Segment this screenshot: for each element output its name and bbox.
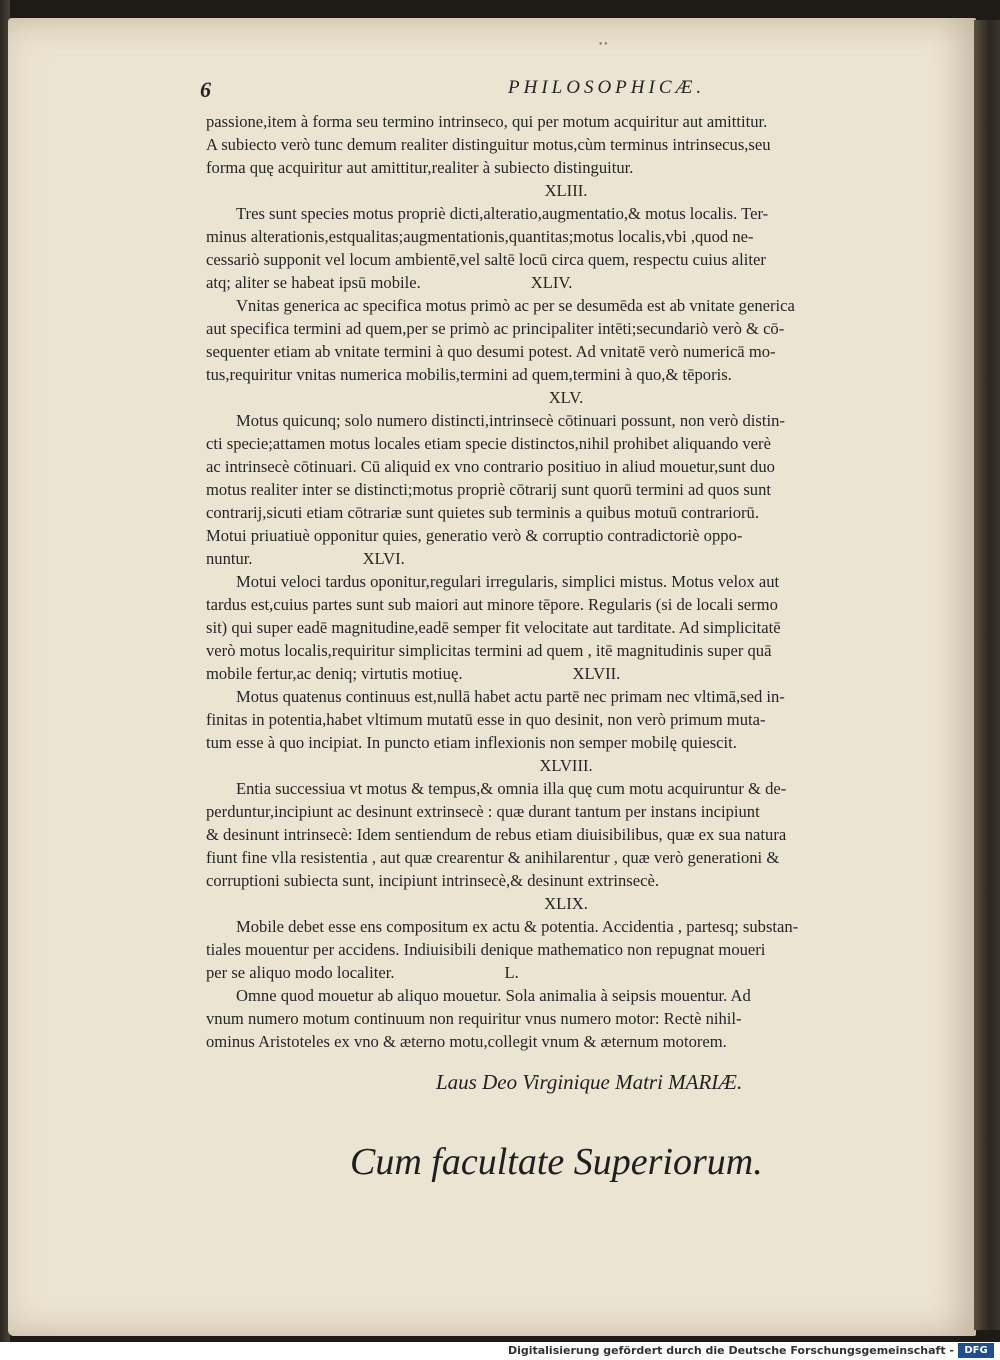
text-line-content: atq; aliter se habeat ipsū mobile. (206, 273, 421, 292)
text-line (206, 846, 926, 869)
text-line (206, 938, 926, 961)
text-line (206, 432, 926, 455)
dfg-logo: DFG (958, 1343, 994, 1358)
text-line-content: cessariò supponit vel locum ambientē,vel saltē locū circa quem, respectu cuius aliter (206, 250, 766, 269)
text-line (206, 110, 926, 133)
section-number (206, 386, 926, 409)
text-line-content: Vnitas generica ac specifica motus primò ac per se desumēda est ab vnitate generica (236, 296, 795, 315)
text-line (206, 984, 926, 1007)
text-line-content: tiales mouentur per accidens. Indiuisibili denique mathematico non repugnat moueri (206, 940, 766, 959)
text-line-content: ac intrinsecè cōtinuari. Cū aliquid ex vno contrario positiuo in aliud mouetur,sunt duo (206, 457, 775, 476)
text-line (206, 777, 926, 800)
text-line-content: contrarij,sicuti etiam cōtrariæ sunt quietes sub terminis a quibus motuū contrariorū. (206, 503, 760, 522)
text-line-content: mobile fertur,ac deniq; virtutis motiuę. (206, 664, 463, 683)
text-line (206, 478, 926, 501)
text-line-content: perduntur,incipiunt ac desinunt extrinsecè : quæ durant tantum per instans incipiunt (206, 802, 760, 821)
text-line (206, 363, 926, 386)
text-line-content: Entia successiua vt motus & tempus,& omnia illa quę cum motu acquiruntur & de- (236, 779, 787, 798)
text-line-content: cti specie;attamen motus locales etiam specie distinctos,nihil prohibet aliquando verè (206, 434, 771, 453)
text-line (206, 662, 926, 685)
text-line-content: Mobile debet esse ens compositum ex actu & potentia. Accidentia , partesq; substan- (236, 917, 799, 936)
text-line-content: minus alterationis,estqualitas;augmentationis,quantitas;motus localis,vbi ,quod ne- (206, 227, 754, 246)
text-line (206, 547, 926, 570)
text-line (206, 731, 926, 754)
section-number: XLIV. (530, 273, 573, 292)
text-line-content: tardus est,cuius partes sunt sub maiori aut minore tēpore. Regularis (si de locali sermo (206, 595, 778, 614)
text-line (206, 202, 926, 225)
text-line-content: aut specifica termini ad quem,per se primò ac principaliter intēti;secundariò verò & cō- (206, 319, 785, 338)
text-line (206, 133, 926, 156)
text-line-content: forma quę acquiritur aut amittitur,realiter à subiecto distinguitur. (206, 158, 634, 177)
page-header (200, 77, 740, 101)
text-line (206, 524, 926, 547)
text-line (206, 1007, 926, 1030)
text-line (206, 869, 926, 892)
text-line (206, 708, 926, 731)
text-line (206, 639, 926, 662)
text-line-content: motus realiter inter se distincti;motus propriè cōtrarij sunt quorū termini ad quos sunt (206, 480, 772, 499)
top-mark: •• (598, 40, 609, 50)
text-line (206, 409, 926, 432)
text-line-content: per se aliquo modo localiter. (206, 963, 395, 982)
section-number: XLVII. (572, 664, 621, 683)
text-line (206, 455, 926, 478)
text-line (206, 616, 926, 639)
text-line (206, 685, 926, 708)
text-line-content: A subiecto verò tunc demum realiter distinguitur motus,cùm terminus intrinsecus,seu (206, 135, 771, 154)
text-line (206, 317, 926, 340)
text-line-content: Motus quicunq; solo numero distincti,intrinsecè cōtinuari possunt, non verò distin- (236, 411, 785, 430)
section-number: XLVI. (362, 549, 405, 568)
footer-text: Digitalisierung gefördert durch die Deutsche Forschungsgemeinschaft - (507, 1344, 954, 1357)
text-line-content: corruptioni subiecta sunt, incipiunt intrinsecè,& desinunt extrinsecè. (206, 871, 659, 890)
section-number (206, 179, 926, 202)
section-number (206, 892, 926, 915)
section-number (206, 754, 926, 777)
laus-deo-line: Laus Deo Virginique Matri MARIÆ. (436, 1070, 743, 1094)
text-line-content: sequenter etiam ab vnitate termini à quo desumi potest. Ad vnitatē verò numericā mo- (206, 342, 776, 361)
text-line-content: tum esse à quo incipiat. In puncto etiam inflexionis non semper mobilę quiescit. (206, 733, 737, 752)
text-line-content: passione,item à forma seu termino intrinseco, qui per motum acquiritur aut amittitur. (206, 112, 768, 131)
text-line (206, 1030, 926, 1053)
text-line-content: Motui priuatiuè opponitur quies, generatio verò & corruptio contradictoriè oppo- (206, 526, 743, 545)
text-line (206, 156, 926, 179)
running-title: PHILOSOPHICÆ. (508, 77, 706, 98)
text-line-content: finitas in potentia,habet vltimum mutatū esse in quo desinit, non verò primum muta- (206, 710, 766, 729)
text-line-content: XLIII. (544, 181, 588, 200)
text-line-content: sit) qui super eadē magnitudine,eadē semper fit velocitate aut tarditate. Ad simplicitatē (206, 618, 781, 637)
text-line-content: XLV. (548, 388, 584, 407)
text-line-content: tus,requiritur vnitas numerica mobilis,termini ad quem,termini à quo,& tēporis. (206, 365, 732, 384)
text-line (206, 340, 926, 363)
book-edge-right (974, 20, 1000, 1330)
page-number: 6 (200, 77, 211, 102)
text-line (206, 294, 926, 317)
text-line (206, 248, 926, 271)
text-line-content: Tres sunt species motus propriè dicti,alteratio,augmentatio,& motus localis. Ter- (236, 204, 769, 223)
text-line (206, 501, 926, 524)
text-line-content: & desinunt intrinsecè: Idem sentiendum de rebus etiam diuisibilibus, quæ ex sua natura (206, 825, 787, 844)
text-line-content: vnum numero motum continuum non requiritur vnus numero motor: Rectè nihil- (206, 1009, 742, 1028)
text-line (206, 271, 926, 294)
digitization-footer (0, 1342, 1000, 1360)
text-line-content: fiunt fine vlla resistentia , aut quæ crearentur & anihilarentur , quæ verò generationi & (206, 848, 780, 867)
text-line (206, 961, 926, 984)
text-line-content: XLVIII. (539, 756, 593, 775)
imprimatur-line: Cum facultate Superiorum. (350, 1141, 763, 1183)
text-line (206, 915, 926, 938)
text-line-content: verò motus localis,requiritur simplicitas termini ad quem , itē magnitudinis super quā (206, 641, 772, 660)
text-line-content: Motus quatenus continuus est,nullā habet actu partē nec primam nec vltimā,sed in- (236, 687, 785, 706)
text-line (206, 800, 926, 823)
text-line (206, 570, 926, 593)
text-line-content: Motui veloci tardus oponitur,regulari irregularis, simplici mistus. Motus velox aut (236, 572, 780, 591)
text-line-content: Omne quod mouetur ab aliquo mouetur. Sola animalia à seipsis mouentur. Ad (236, 986, 751, 1005)
text-line (206, 593, 926, 616)
text-line-content: nuntur. (206, 549, 253, 568)
text-line (206, 823, 926, 846)
text-line-content: XLIX. (544, 894, 588, 913)
text-line (206, 225, 926, 248)
section-number: L. (504, 963, 519, 982)
text-body (206, 110, 926, 1053)
text-line-content: ominus Aristoteles ex vno & æterno motu,collegit vnum & æternum motorem. (206, 1032, 727, 1051)
